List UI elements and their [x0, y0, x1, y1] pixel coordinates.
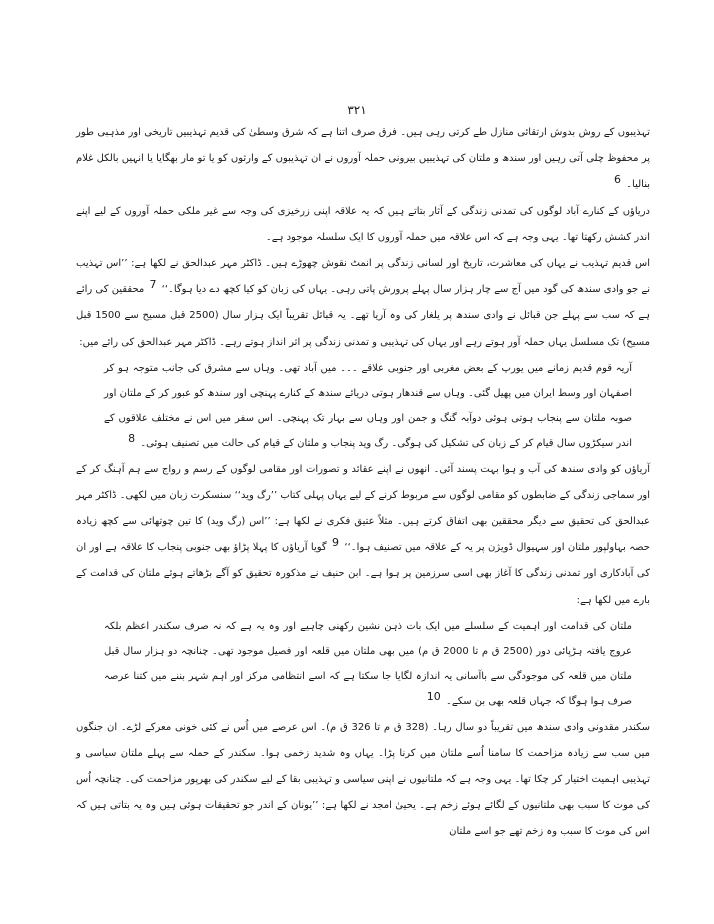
footnote-marker: 10: [426, 690, 441, 704]
paragraph-1: [76, 120, 650, 199]
paragraph-3: [76, 251, 650, 356]
paragraph-text: اس قدیم تہذیب نے یہاں کی معاشرت، تاریخ اور لسانی زندگی پر انمٹ نقوش چھوڑے ہیں۔ ڈاکٹر مہر عبدالحق نے لکھا ہے: ’’اس تہذیب نے جو وادی سندھ کی گود میں آج سے چار ہزار سال پہلے پرورش پاتی رہی۔ یہاں کی زبان کو کیا کچھ دے دیا ہوگا۔‘‘: [76, 258, 650, 296]
footnote-marker: 6: [613, 173, 621, 187]
paragraph-5: [76, 715, 650, 846]
paragraph-text: تہذیبوں کے روش بدوش ارتقائی منازل طے کرتی رہی ہیں۔ فرق صرف اتنا ہے کہ شرق وسطیٰ کی قدیم تہذیبیں تاریخی اور مذہبی طور پر محفوظ چلی آتی رہیں اور سندھ و ملتان کی تہذیبیں بیرونی حملہ آوروں نے ان تہذیبوں کے وارثوں کو یا تو مار بھگایا یا انہیں بالکل غلام بنالیا۔: [76, 127, 650, 191]
quote-text: آریہ قوم قدیم زمانے میں یورپ کے بعض مغربی اور جنوبی علاقے ۔۔۔ میں آباد تھی۔ وہاں سے مشرق کی جانب متوجہ ہو کر اصفہان اور وسط ایران میں پھیل گئی۔ وہاں سے قندھار ہوتی دریائے سندھ کے کنارے پہنچی اور سندھ کو عبور کر کے ملتان اور صوبہ ملتان سے پنجاب ہوتی ہوئی دوآبہ گنگ و جمن اور وہاں سے بہار تک پہنچی۔ اس سفر میں اس نے مختلف علاقوں کے اندر سیکڑوں سال قیام کر کے زبان کی تشکیل کی ہوگی۔ رگ وید پنجاب و ملتان کے قیام کی حالت میں تصنیف ہوئی۔: [104, 362, 632, 450]
paragraph-4: [76, 457, 650, 614]
paragraph-text: سکندر مقدونی وادی سندھ میں تقریباً دو سال رہا۔ (328 ق م تا 326 ق م)۔ اس عرصے میں اُس نے کئی خونی معرکے لڑے۔ ان جنگوں میں سب سے زیادہ مزاحمت کا سامنا اُسے ملتان میں کرنا پڑا۔ یہاں وہ شدید زخمی ہوا۔ سکندر کے حملہ سے پہلے ملتان سیاسی و تہذیبی اہمیت اختیار کر چکا تھا۔ یہی وجہ ہے کہ ملتانیوں نے اپنی سیاسی و تہذیبی بقا کے لیے سکندر کی بھرپور مزاحمت کی۔ چنانچہ اُس کی موت کا سبب بھی ملتانیوں کے لگائے ہوئے زخم ہے۔ یحییٰ امجد نے لکھا ہے: ’’یونان کے اندر جو تحقیقات ہوئی ہیں وہ یہ بتاتی ہیں کہ اس کی موت کا سبب وہ زخم تھے جو اسے ملتان: [76, 721, 650, 838]
footnote-marker: 9: [332, 535, 340, 549]
page-number: ۳۲۱: [347, 103, 367, 117]
block-quote-2: [104, 614, 632, 715]
block-quote-1: [104, 356, 632, 457]
footnote-marker: 8: [128, 432, 136, 446]
paragraph-text: دریاؤں کے کنارے آباد لوگوں کی تمدنی زندگی کے آثار بتاتے ہیں کہ یہ علاقہ اپنی زرخیزی کی وجہ سے غیر ملکی حملہ آوروں کے لیے اپنے اندر کشش رکھتا تھا۔ یہی وجہ ہے کہ اس علاقہ میں حملہ آوروں کا ایک سلسلہ موجود ہے۔: [76, 205, 650, 243]
paragraph-2: [76, 199, 650, 251]
paragraph-text: آریاؤں کو وادی سندھ کی آب و ہوا بہت پسند آئی۔ انھوں نے اپنے عقائد و تصورات اور مقامی لوگوں کے رسم و رواج سے ہم آہنگ کر کے اور سماجی زندگی کے ضابطوں کو مقامی لوگوں سے مربوط کرنے کے لیے یہاں پہلی کتاب ’’رگ وید‘‘ سنسکرت زبان میں لکھی۔ ڈاکٹر مہر عبدالحق کی تحقیق سے دیگر محققین بھی اتفاق کرتے ہیں۔ مثلاً عتیق فکری نے لکھا ہے: ’’اس (رگ وید) کا تین چوتھائی سے کچھ زیادہ حصہ بہاولپور ملتان اور سہیوال ڈویژن پر یہ کے علاقہ میں تصنیف ہوا۔‘‘: [76, 463, 650, 554]
body-text: [76, 120, 650, 846]
paragraph-text-continued: گویا آریاؤں کا پہلا پڑاؤ بھی جنوبی پنجاب کا علاقہ ہے اور ان کی آبادکاری اور تمدنی زندگی کا آغاز بھی اسی سرزمین پر ہوا ہے۔ ابن حنیف نے مذکورہ تحقیق کو آگے بڑھاتے ہوئے ملتان کی قدامت کے بارے میں لکھا ہے:: [76, 542, 650, 606]
quote-text: ملتان کی قدامت اور اہمیت کے سلسلے میں ایک بات ذہن نشین رکھنی چاہیے اور وہ یہ ہے کہ نہ صرف سکندر اعظم بلکہ عروج یافتہ ہڑپائی دور (2500 ق م تا 2000 ق م) میں بھی ملتان میں قلعہ اور فصیل موجود تھی۔ چنانچہ دو ہزار سال قبل ملتان میں قلعہ کی موجودگی سے باآسانی یہ اندازہ لگایا جا سکتا ہے کہ اسے انتظامی مرکز اور اہم شہر بننے میں کتنا عرصہ صرف ہوا ہوگا کہ جہاں قلعہ بھی بن سکے۔: [104, 620, 633, 708]
footnote-marker: 7: [149, 277, 157, 291]
paragraph-text-continued: محققین کی رائے ہے کہ سب سے پہلے جن قبائل نے وادی سندھ پر یلغار کی وہ آریا تھے۔ یہ قبائل تقریباً ایک ہزار سال (2500 قبل مسیح سے 1500 قبل مسیح) تک مسلسل یہاں حملہ آور ہوتے رہے اور یہاں کی تہذیبی و تمدنی زندگی پر اثر انداز ہوتے رہے۔ ڈاکٹر مہر عبدالحق کی رائے میں:: [76, 284, 650, 348]
